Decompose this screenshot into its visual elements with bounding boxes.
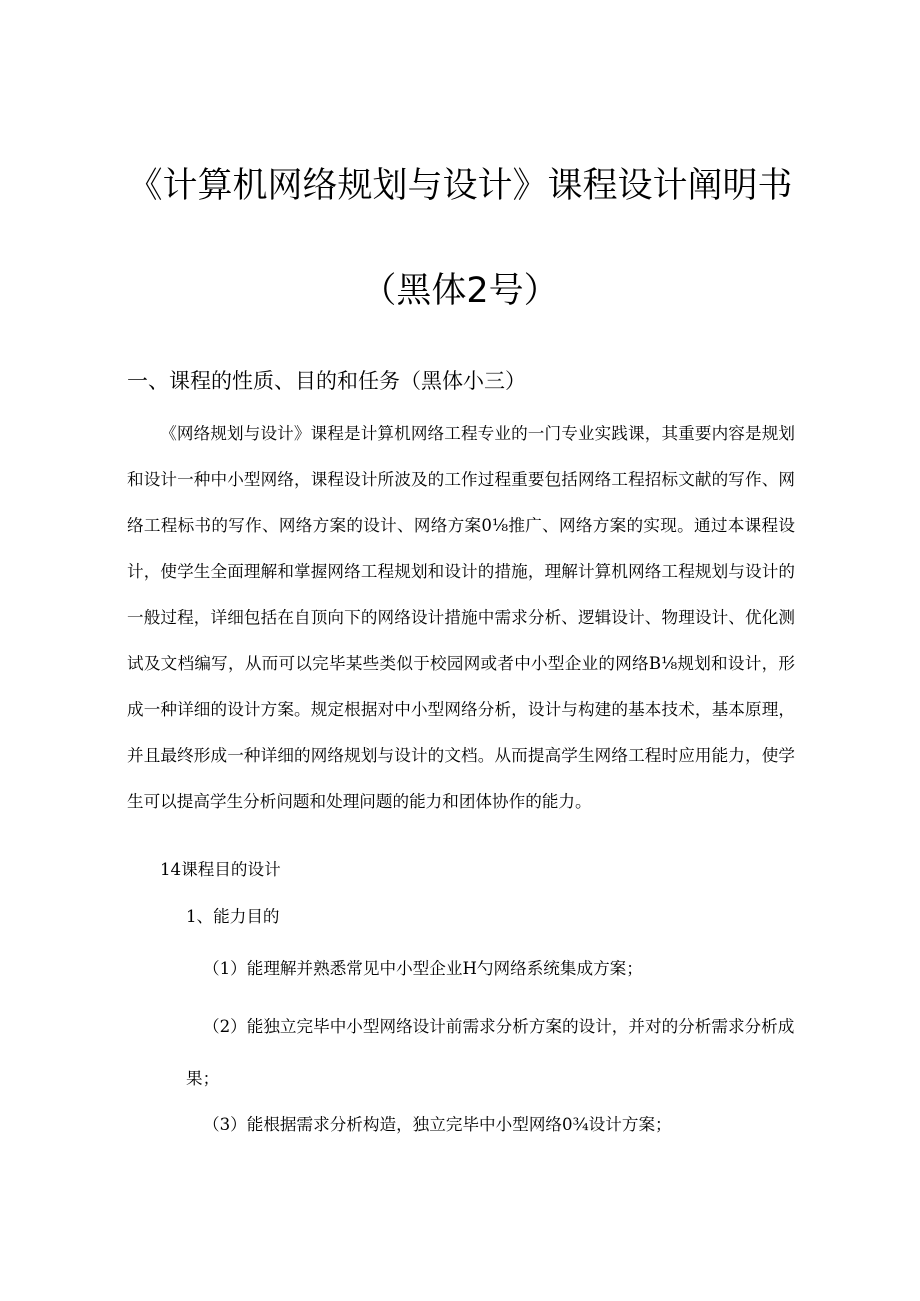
intro-paragraph: 《网络规划与设计》课程是计算机网络工程专业的一门专业实践课，其重要内容是规划和设计一种中小型网络，课程设计所波及的工作过程重要包括网络工程招标文献的写作、网络工程标书的写作、网络方案的设计、网络方案0⅛推广、网络方案的实现。通过本课程设计，使学生全面理解和掌握网络工程规划和设计的措施，理解计算机网络工程规划与设计的一般过程，详细包括在自顶向下的网络设计措施中需求分析、逻辑设计、物理设计、优化测试及文档编写，从而可以完毕某些类似于校园网或者中小型企业的网络B⅛规划和设计，形成一种详细的设计方案。规定根据对中小型网络分析，设计与构建的基本技术，基本原理，并且最终形成一种详细的网络规划与设计的文档。从而提高学生网络工程时应用能力，使学生可以提高学生分析问题和处理问题的能力和团体协作的能力。 [127,424,795,811]
item-heading: 1、能力目的 [186,907,280,926]
goal-item: （1）能理解并熟悉常见中小型企业H勺网络系统集成方案； [203,959,643,978]
document-subtitle: （黑体2号） [361,271,559,311]
subsection-heading: 14课程目的设计 [160,860,281,879]
document-title: 《计算机网络规划与设计》课程设计阐明书 [127,166,793,206]
goal-item: （2）能独立完毕中小型网络设计前需求分析方案的设计，并对的分析需求分析成果； [186,1017,795,1088]
goal-item: （3）能根据需求分析构造，独立完毕中小型网络0¾设计方案； [203,1115,672,1134]
section-heading: 一、课程的性质、目的和任务（黑体小三） [127,369,526,393]
